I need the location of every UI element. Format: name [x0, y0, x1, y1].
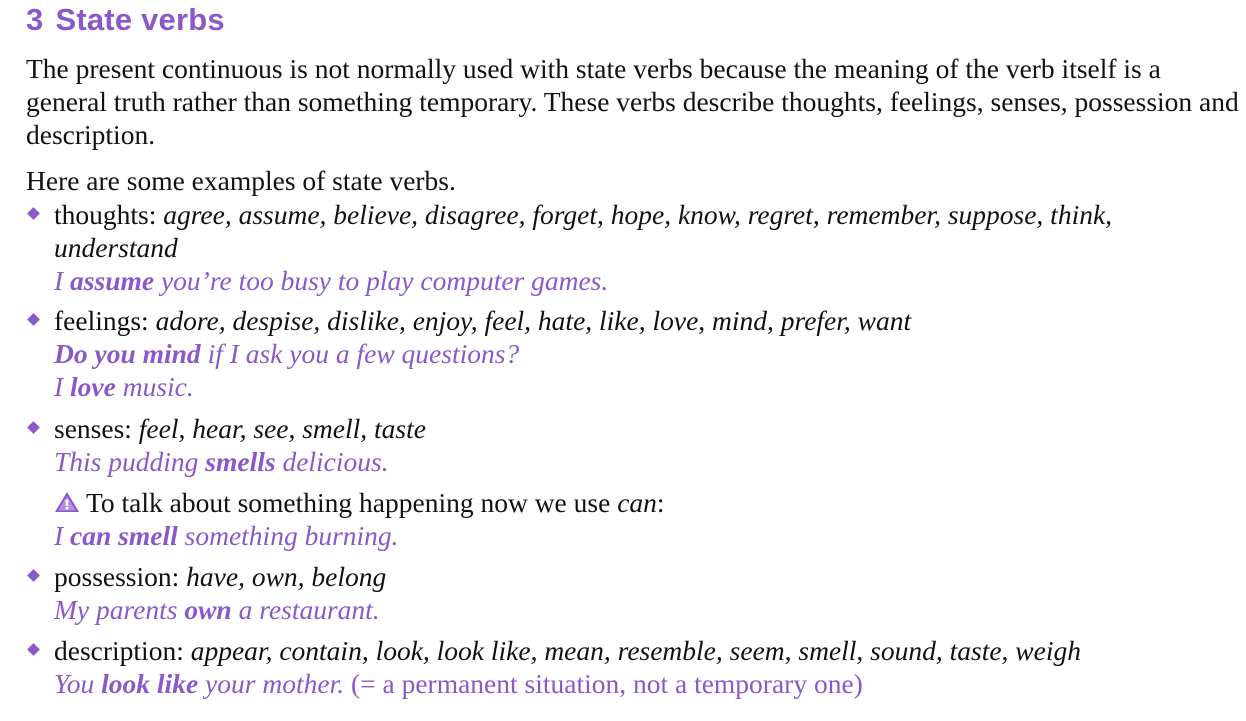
- example-highlight: own: [184, 594, 232, 625]
- verb-line: [54, 412, 1242, 445]
- example-sentence: Do you mind if I ask you a few questions?: [54, 338, 520, 369]
- example-sentence: My parents own a restaurant.: [54, 594, 380, 625]
- category-verbs: adore, despise, dislike, enjoy, feel, hate, like, love, mind, prefer, want: [155, 305, 912, 336]
- verb-line: [54, 560, 1242, 593]
- warning-icon: [54, 491, 80, 513]
- bullet-diamond-icon: [27, 643, 40, 656]
- verb-line: [54, 198, 1242, 264]
- example-sentence: I love music.: [54, 371, 194, 402]
- example-sentence: This pudding smells delicious.: [54, 446, 389, 477]
- example-sentence: I assume you’re too busy to play computer games.: [54, 265, 609, 296]
- verb-line: [54, 634, 1242, 667]
- verb-line: [54, 304, 1242, 337]
- section-title: State verbs: [55, 2, 225, 37]
- note-emphasis: can: [617, 487, 657, 518]
- examples-lead-in: Here are some examples of state verbs.: [26, 165, 456, 196]
- example-sentence: I can smell something burning.: [54, 520, 399, 551]
- bullet-diamond-icon: [27, 569, 40, 582]
- section-number: 3: [26, 2, 44, 37]
- category-term: senses:: [54, 413, 132, 444]
- section-heading: [26, 2, 225, 38]
- list-item-thoughts: [26, 198, 1242, 297]
- example-highlight: love: [70, 371, 116, 402]
- category-verbs: appear, contain, look, look like, mean, resemble, seem, smell, sound, taste, weigh: [190, 635, 1081, 666]
- example-highlight: assume: [70, 265, 155, 296]
- list-item-senses: [26, 412, 1242, 552]
- bullet-diamond-icon: [27, 421, 40, 434]
- category-term: thoughts:: [54, 199, 157, 230]
- note-text: To talk about something happening now we use: [86, 487, 618, 518]
- category-verbs: agree, assume, believe, disagree, forget, hope, know, regret, remember, suppose, think, understand: [54, 199, 1113, 263]
- example-gloss: (= a permanent situation, not a temporary one): [344, 668, 863, 699]
- category-term: possession:: [54, 561, 180, 592]
- list-item-feelings: [26, 304, 1242, 403]
- list-item-description: [26, 634, 1242, 700]
- state-verb-list: [26, 198, 1242, 700]
- example-highlight: Do you mind: [54, 338, 201, 369]
- example-highlight: can smell: [70, 520, 178, 551]
- intro-paragraph: The present continuous is not normally used with state verbs because the meaning of the verb itself is a general truth rather than something temporary. These verbs describe thoughts, feelings, senses, possession and description.: [26, 53, 1239, 150]
- category-verbs: have, own, belong: [186, 561, 387, 592]
- list-item-possession: [26, 560, 1242, 626]
- example-highlight: smells: [205, 446, 276, 477]
- example-sentence: You look like your mother. (= a permanent situation, not a temporary one): [54, 668, 863, 699]
- category-term: description:: [54, 635, 184, 666]
- usage-note: To talk about something happening now we use can:: [54, 486, 1242, 519]
- example-highlight: look like: [101, 668, 199, 699]
- category-verbs: feel, hear, see, smell, taste: [138, 413, 426, 444]
- bullet-diamond-icon: [27, 207, 40, 220]
- bullet-diamond-icon: [27, 313, 40, 326]
- category-term: feelings:: [54, 305, 149, 336]
